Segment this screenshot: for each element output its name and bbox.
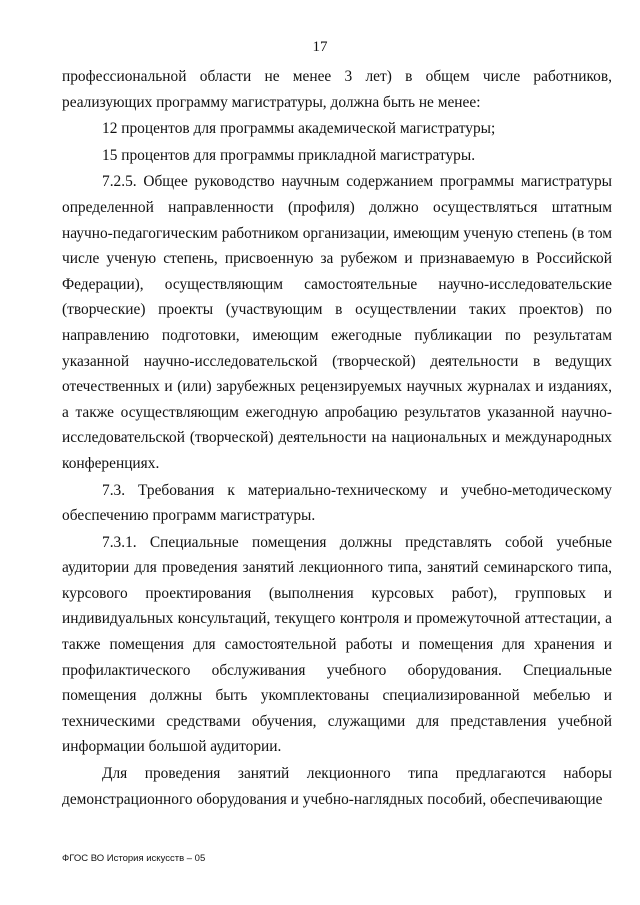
paragraph-applied-master-percent: 15 процентов для программы прикладной магистратуры. [102, 146, 476, 164]
paragraph-7-3-1: 7.3.1. Специальные помещения должны представлять собой учебные аудитории для проведения занятий лекционного типа, занятий семинарского типа, курсового проектирования (выполнения курсовых работ), групповых и индивидуальных консультаций, текущего контроля и промежуточной аттестации, а также помещения для самостоятельной работы и помещения для хранения и профилактического обслуживания учебного оборудования. Специальные помещения должны быть укомплектованы специализированной мебелью и техническими средствами обучения, служащими для представления учебной информации большой аудитории. [62, 533, 612, 756]
page-number: 17 [312, 39, 328, 55]
paragraph-7-3: 7.3. Требования к материально-техническому и учебно-методическому обеспечению программ магистратуры. [62, 481, 612, 525]
document-body [62, 64, 612, 812]
paragraph-lecture-equipment: Для проведения занятий лекционного типа предлагаются наборы демонстрационного оборудования и учебно-наглядных пособий, обеспечивающие [62, 765, 612, 808]
paragraph-staff-share-continuation: профессиональной области не менее 3 лет) в общем числе работников, реализующих программу магистратуры, должна быть не менее: [62, 68, 612, 111]
paragraph-academic-master-percent: 12 процентов для программы академической магистратуры; [102, 120, 496, 138]
paragraph-7-2-5: 7.2.5. Общее руководство научным содержанием программы магистратуры определенной направленности (профиля) должно осуществляться штатным научно-педагогическим работником организации, имеющим ученую степень (в том числе ученую степень, присвоенную за рубежом и признаваемую в Российской Федерации), осуществляющим самостоятельные научно-исследовательские (творческие) проекты (участвующим в осуществлении таких проектов) по направлению подготовки, имеющим ежегодные публикации по результатам указанной научно-исследовательской (творческой) деятельности в ведущих отечественных и (или) зарубежных рецензируемых научных журналах и изданиях, а также осуществляющим ежегодную апробацию результатов указанной научно-исследовательской (творческой) деятельности на национальных и международных конференциях. [62, 173, 612, 472]
footer-document-code: ФГОС ВО История искусств – 05 [62, 853, 206, 864]
